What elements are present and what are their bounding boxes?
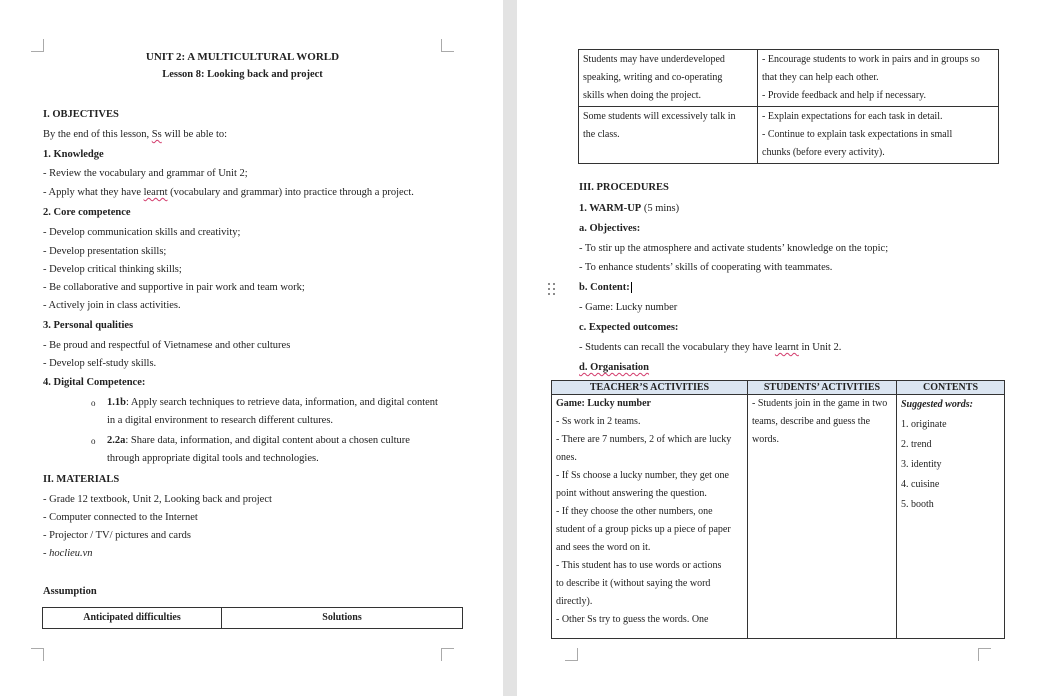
column-header: Solutions — [222, 608, 463, 629]
digital-competence-heading: 4. Digital Competence: — [43, 377, 146, 388]
page-margin-corner — [441, 39, 454, 52]
materials-heading: II. MATERIALS — [43, 474, 120, 485]
spelling-mark: learnt — [143, 187, 168, 198]
column-header: STUDENTS’ ACTIVITIES — [748, 381, 897, 395]
knowledge-item: - Review the vocabulary and grammar of Unit 2; — [43, 168, 248, 179]
student-activities-cell: - Students join in the game in two teams, describe and guess the words. — [748, 395, 897, 639]
page-gap — [503, 0, 517, 696]
document-page-left — [0, 0, 503, 696]
assumption-heading: Assumption — [43, 586, 97, 597]
objectives-label: a. Objectives: — [579, 223, 641, 234]
assumption-table-header — [42, 607, 463, 629]
personal-item: - Be proud and respectful of Vietnamese and other cultures — [43, 340, 291, 351]
outcome-item: - Students can recall the vocabulary they have learnt in Unit 2. — [579, 342, 842, 353]
document-page-right — [517, 0, 1040, 696]
assumption-table-body — [578, 49, 999, 164]
objective-item: - To stir up the atmosphere and activate students’ knowledge on the topic; — [579, 243, 889, 254]
materials-link[interactable]: - hoclieu.vn — [43, 548, 93, 559]
digital-item: 1.1b: Apply search techniques to retrieve data, information, and digital content — [107, 397, 438, 408]
outcomes-label: c. Expected outcomes: — [579, 322, 679, 333]
bullet-icon: o — [91, 398, 96, 408]
materials-item: - Grade 12 textbook, Unit 2, Looking back and project — [43, 494, 272, 505]
page-margin-corner — [31, 648, 44, 661]
page-margin-corner — [565, 648, 578, 661]
lesson-title: Lesson 8: Looking back and project — [162, 69, 323, 80]
table-header-row — [552, 381, 1005, 395]
digital-item-continued: in a digital environment to research different cultures. — [107, 415, 334, 426]
core-item: - Develop communication skills and creativity; — [43, 227, 241, 238]
text-cursor — [631, 282, 632, 293]
page-margin-corner — [441, 648, 454, 661]
objectives-heading: I. OBJECTIVES — [43, 109, 119, 120]
materials-item: - Computer connected to the Internet — [43, 512, 198, 523]
column-header: Anticipated difficulties — [43, 608, 222, 629]
procedures-heading: III. PROCEDURES — [579, 182, 669, 193]
core-item: - Develop critical thinking skills; — [43, 264, 182, 275]
column-header: TEACHER’S ACTIVITIES — [552, 381, 748, 395]
content-item: - Game: Lucky number — [579, 302, 678, 313]
table-row — [552, 395, 1005, 639]
bullet-icon: o — [91, 436, 96, 446]
core-item: - Actively join in class activities. — [43, 300, 181, 311]
organisation-label: d. Organisation — [579, 362, 650, 373]
personal-item: - Develop self-study skills. — [43, 358, 157, 369]
digital-item-continued: through appropriate digital tools and technologies. — [107, 453, 319, 464]
table-row — [579, 50, 999, 107]
content-label: b. Content: — [579, 282, 630, 293]
contents-cell: Suggested words: 1. originate 2. trend 3. identity 4. cuisine 5. booth — [897, 395, 1005, 639]
column-header: CONTENTS — [897, 381, 1005, 395]
solution-cell: - Encourage students to work in pairs and in groups so that they can help each other. - Provide feedback and help if necessary. — [758, 50, 999, 107]
materials-item: - Projector / TV/ pictures and cards — [43, 530, 191, 541]
teacher-activities-cell: Game: Lucky number - Ss work in 2 teams. - There are 7 numbers, 2 of which are lucky ones. - If Ss choose a lucky number, they get one point without answering the question. - If they choose the other numbers, one student of a group picks up a piece of paper and sees the word on it. - This student has to use words or actions to describe it (without saying the word directly). - Other Ss try to guess the words. One — [552, 395, 748, 639]
core-item: - Be collaborative and supportive in pair work and team work; — [43, 282, 305, 293]
spelling-mark: Ss — [151, 129, 162, 140]
knowledge-heading: 1. Knowledge — [43, 149, 104, 160]
personal-qualities-heading: 3. Personal qualities — [43, 320, 134, 331]
unit-title: UNIT 2: A MULTICULTURAL WORLD — [145, 51, 340, 63]
warmup-heading: 1. WARM-UP (5 mins) — [579, 203, 680, 214]
core-item: - Develop presentation skills; — [43, 246, 167, 257]
difficulty-cell: Some students will excessively talk in the class. — [579, 107, 758, 164]
knowledge-item: - Apply what they have learnt (vocabulary and grammar) into practice through a project. — [43, 187, 414, 198]
digital-item: 2.2a: Share data, information, and digital content about a chosen culture — [107, 435, 410, 446]
table-row — [579, 107, 999, 164]
spelling-mark: learnt — [774, 342, 799, 353]
activity-table — [551, 380, 1005, 639]
page-margin-corner — [978, 648, 991, 661]
objective-item: - To enhance students’ skills of cooperating with teammates. — [579, 262, 833, 273]
drag-handle-icon[interactable] — [548, 283, 556, 297]
core-competence-heading: 2. Core competence — [43, 207, 131, 218]
solution-cell: - Explain expectations for each task in detail. - Continue to explain task expectations in small chunks (before every activity). — [758, 107, 999, 164]
objectives-intro: By the end of this lesson, Ss will be able to: — [43, 129, 228, 140]
difficulty-cell: Students may have underdeveloped speaking, writing and co-operating skills when doing the project. — [579, 50, 758, 107]
